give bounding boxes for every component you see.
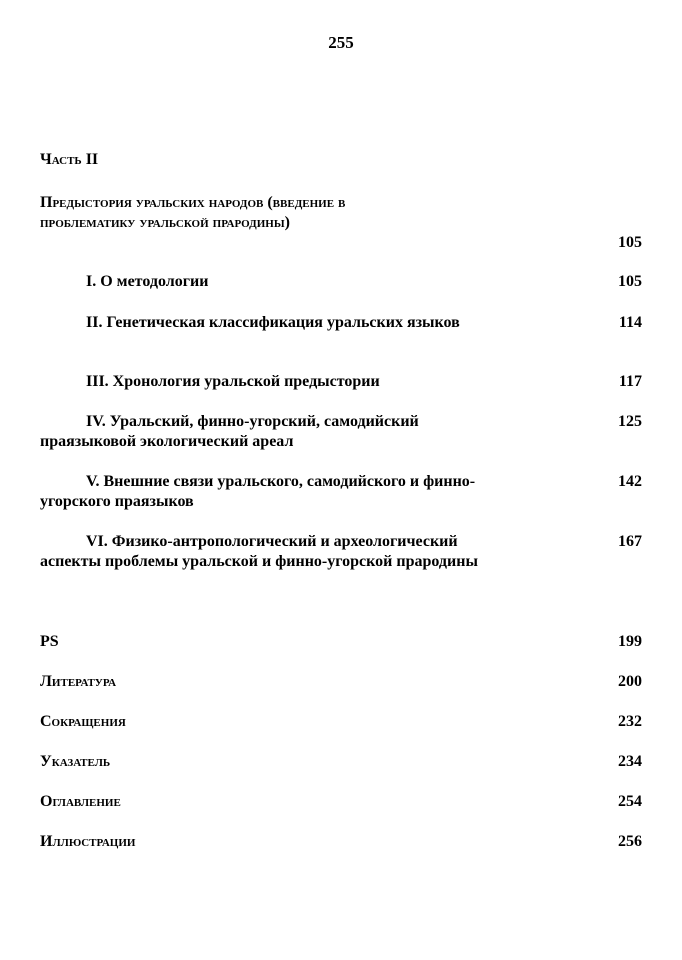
toc-entry-page: 200: [618, 673, 642, 690]
toc-entry-ecology: [40, 412, 642, 452]
toc-entry-text: III. Хронология уральской предыстории: [86, 373, 380, 390]
toc-entry-literature: [40, 672, 642, 692]
toc-entry-page: 232: [618, 713, 642, 730]
toc-entry-text: Иллюстрации: [40, 833, 136, 850]
toc-entry-page: 234: [618, 753, 642, 770]
toc-entry-text: I. О методологии: [86, 273, 209, 290]
toc-entry-page: 105: [618, 234, 642, 251]
page-number: 255: [328, 33, 354, 52]
toc-entry-text: V. Внешние связи уральского, самодийского и финно-угорского праязыков: [40, 473, 476, 510]
toc-entry-page: 125: [618, 413, 642, 430]
toc-entry-abbreviations: [40, 712, 642, 732]
toc-entry-illustrations: [40, 832, 642, 852]
part-title: Часть II: [40, 151, 99, 168]
toc-entry-text: PS: [40, 633, 59, 650]
toc-entry-page: 142: [618, 473, 642, 490]
toc-entry-ps: [40, 632, 642, 652]
toc-entry-prehistory: [40, 193, 642, 251]
toc-entry-external-links: [40, 472, 642, 512]
toc-entry-text: Предыстория уральских народов (введение в проблематику уральской прародины): [40, 194, 346, 231]
toc-entry-page: 114: [618, 314, 642, 331]
toc-entry-text: VI. Физико-антропологический и археологический аспекты проблемы уральской и финно-угорской прародины: [40, 533, 478, 570]
toc-entry-page: 117: [618, 373, 642, 390]
toc-entry-text: II. Генетическая классификация уральских языков: [86, 314, 460, 331]
toc-entry-text: Сокращения: [40, 713, 126, 730]
toc-entry-text: Литература: [40, 673, 117, 690]
toc-entry-text: IV. Уральский, финно-угорский, самодийский праязыковой экологический ареал: [40, 413, 419, 450]
toc-entry-page: 167: [618, 533, 642, 550]
toc-entry-text: Оглавление: [40, 793, 121, 810]
toc-entry-classification: [40, 313, 642, 333]
toc-entry-anthropology: [40, 532, 642, 572]
toc-entry-contents: [40, 792, 642, 812]
toc-entry-text: Указатель: [40, 753, 111, 770]
toc-entry-page: 256: [618, 833, 642, 850]
toc-entry-page: 199: [618, 633, 642, 650]
toc-entry-page: 254: [618, 793, 642, 810]
toc-entry-chronology: [40, 372, 642, 392]
toc-entry-index: [40, 752, 642, 772]
toc-entry-methodology: [40, 272, 642, 292]
toc-entry-page: 105: [618, 273, 642, 290]
